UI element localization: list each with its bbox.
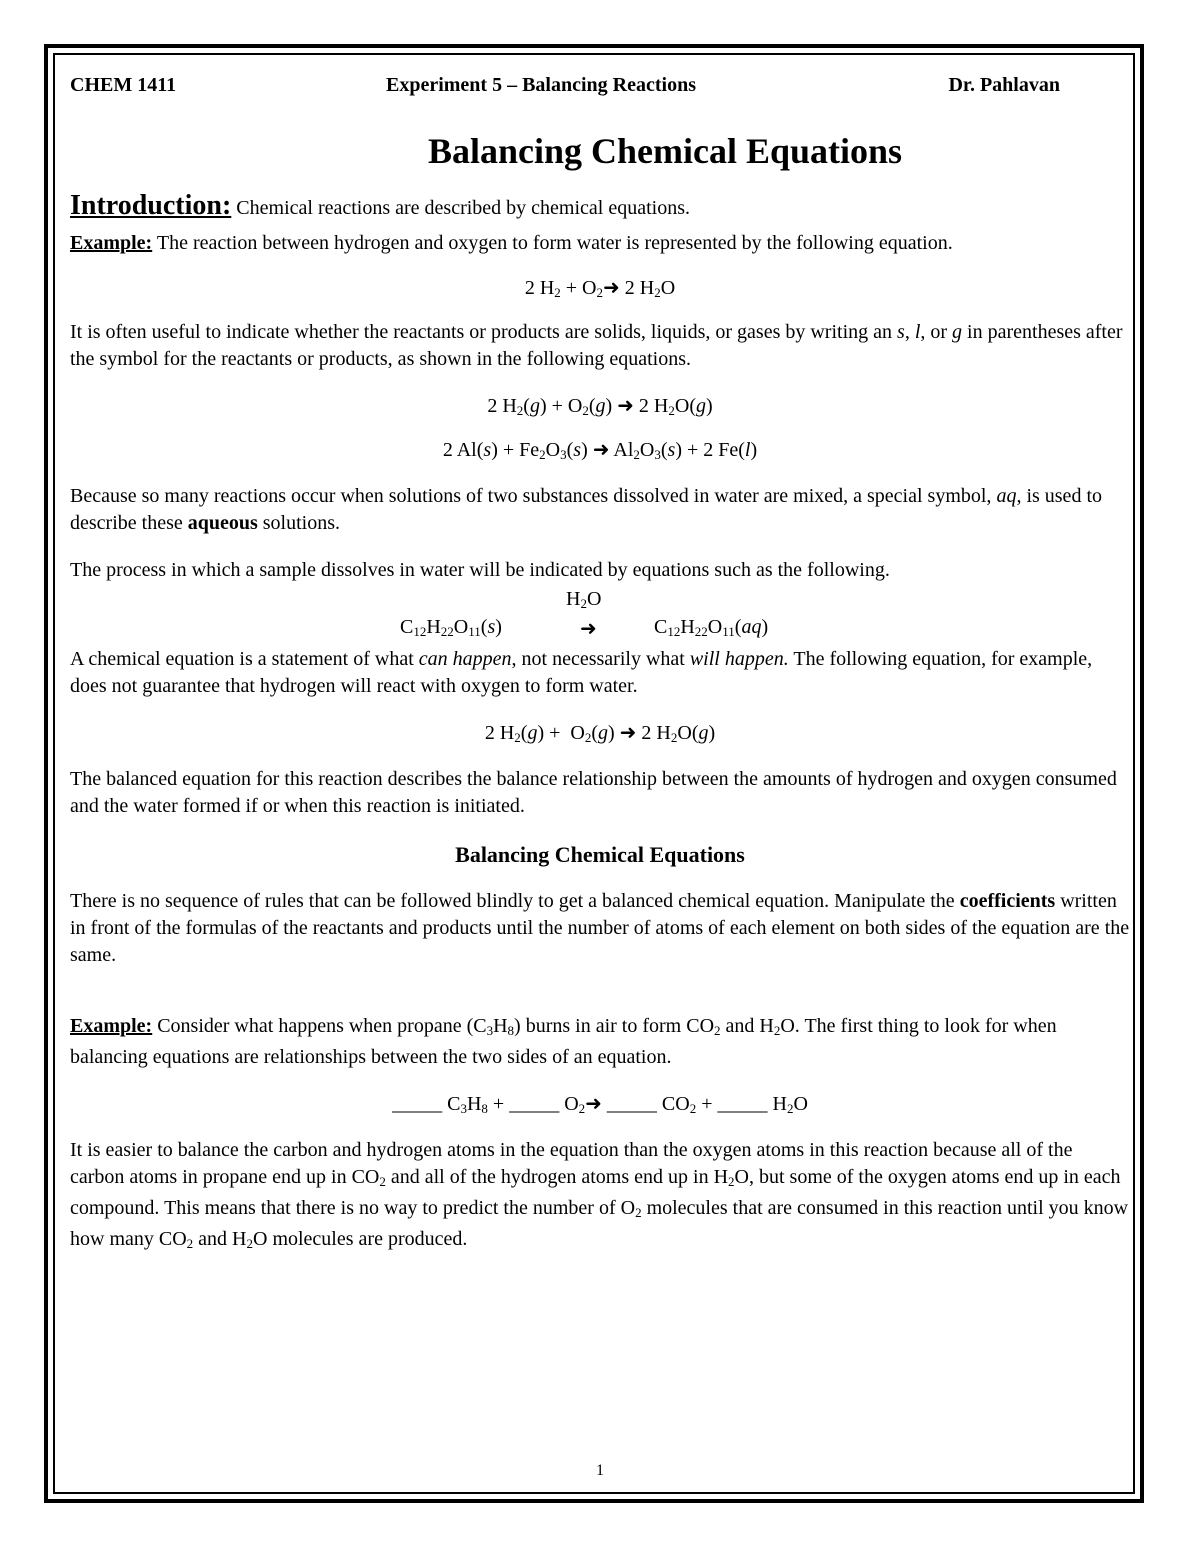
sucrose-solid: $C_{12}H_{22}O_{11}(s)$: [400, 616, 502, 639]
instructor-name: Dr. Pahlavan: [948, 74, 1060, 96]
intro-text: Chemical reactions are described by chemical equations.: [236, 197, 690, 219]
coefficients-bold: coefficients: [959, 890, 1056, 912]
coefficient-blank-oxygen[interactable]: _____: [509, 1093, 560, 1115]
state-g: g: [952, 321, 963, 343]
example-2-text-b: ) burns in air to form CO: [514, 1015, 715, 1037]
page-number: 1: [596, 1462, 604, 1479]
equation-water-states: 2 $H_2(g) + O_2(g)$ ➜ 2 $H_2O(g)$: [487, 395, 713, 418]
balanced-paragraph: The balanced equation for this reaction describes the balance relationship between the amounts of hydrogen and oxygen consumed and the water formed if or when this reaction is initiated.: [70, 768, 1117, 817]
states-paragraph: [70, 319, 1130, 373]
equation-propane-blank: _____ $C_3H_8$ + _____ $O_2➜$ _____ $CO_2$ + _____ $H_2O$: [392, 1093, 808, 1116]
example-1-label: Example:: [70, 232, 153, 254]
example-2-paragraph: Example: Consider what happens when propane $(C_3H_8)$ burns in air to form $CO_2$ and $H_2O$. The first thing to look for when balancing equations are relationships between the two sides of an equation.: [70, 1015, 1057, 1068]
page-header: [70, 72, 1130, 102]
final-text-c: O, but some of the oxygen atoms end up in each compound. This means that there is no way to predict the number of O: [70, 1166, 1121, 1219]
intro-paragraph: [70, 192, 1130, 222]
statement-paragraph: [70, 646, 1130, 700]
final-text-a: It is easier to balance the carbon and hydrogen atoms in the equation than the oxygen atoms in this reaction because all of the carbon atoms in propane end up in CO: [70, 1139, 1073, 1188]
statement-will: will happen.: [689, 648, 789, 670]
example-2-text-d: O. The first thing to look for when balancing equations are relationships between the two sides of an equation.: [70, 1015, 1057, 1068]
aq-symbol: aq: [996, 485, 1017, 507]
coefficient-blank-water[interactable]: _____: [717, 1093, 768, 1115]
example-1-paragraph: [70, 230, 1130, 257]
final-paragraph: It is easier to balance the carbon and hydrogen atoms in the equation than the oxygen atoms in this reaction because all of the carbon atoms in propane end up in $CO_2$ and all of the hydrogen atoms end up in $H_2O$, but some of the oxygen atoms end up in each compound. This means that there is no way to predict the number of $O_2$ molecules that are consumed in this reaction until you know how many $CO_2$ and $H_2O$ molecules are produced.: [70, 1139, 1129, 1251]
final-text-f: O molecules are produced.: [253, 1228, 468, 1250]
sucrose-aqueous: $C_{12}H_{22}O_{11}(aq)$: [654, 616, 769, 639]
dissolve-paragraph: The process in which a sample dissolves in water will be indicated by equations such as the following.: [70, 559, 890, 581]
equation-dissolve: [70, 588, 1130, 646]
document-body: [70, 72, 1130, 1257]
aqueous-text-a: Because so many reactions occur when solutions of two substances dissolved in water are mixed, a special symbol,: [70, 485, 997, 507]
states-text-a: It is often useful to indicate whether the reactants or products are solids, liquids, or gases by writing an: [70, 321, 898, 343]
states-comma: ,: [904, 321, 915, 343]
dissolve-arrow-icon: ➜: [580, 618, 597, 640]
state-s: s: [897, 321, 905, 343]
statement-text-a: A chemical equation is a statement of what: [70, 648, 419, 670]
example-2-text-a: Consider what happens when propane (C: [157, 1015, 487, 1037]
statement-can: can happen: [418, 648, 512, 670]
states-or: , or: [920, 321, 953, 343]
rules-text-b: written in front of the formulas of the reactants and products until the number of atoms of each element on both sides of the equation are the same.: [70, 890, 1130, 966]
final-text-b: and all of the hydrogen atoms end up in H: [385, 1166, 729, 1188]
example-2-label: Example:: [70, 1015, 153, 1037]
equation-water: 2 $H_2$ + $O_2➜$ 2 $H_2O$: [524, 277, 676, 300]
coefficient-blank-co2[interactable]: _____: [606, 1093, 657, 1115]
experiment-title: Experiment 5 – Balancing Reactions: [386, 74, 696, 96]
rules-paragraph: [70, 888, 1130, 969]
statement-text-c: The following equation, for example, does not guarantee that hydrogen will react with oxygen to form water.: [70, 648, 1093, 697]
intro-heading: Introduction:: [70, 190, 232, 221]
state-l: l: [914, 321, 921, 343]
equation-thermite: 2 $Al(s) + Fe_2O_3(s)$ ➜ $Al_2O_3(s) + 2$ Fe(l): [442, 439, 758, 462]
equation-water-repeat: 2 $H_2(g) + O_2(g)$ ➜ 2 $H_2O(g)$: [484, 722, 716, 745]
aqueous-bold: aqueous: [187, 512, 258, 534]
example-2-text-c: and H: [720, 1015, 774, 1037]
statement-text-b: , not necessarily what: [511, 648, 690, 670]
aqueous-text-b: , is used to describe these: [70, 485, 1102, 534]
coefficient-blank-propane[interactable]: _____: [392, 1093, 443, 1115]
states-text-b: in parentheses after the symbol for the reactants or products, as shown in the following equations.: [70, 321, 1123, 370]
page-title: Balancing Chemical Equations: [427, 131, 903, 171]
section-title: Balancing Chemical Equations: [455, 842, 745, 867]
aqueous-paragraph: [70, 483, 1130, 537]
final-text-e: and H: [193, 1228, 247, 1250]
solvent-label: $H_2O$: [566, 588, 602, 611]
final-text-d: molecules that are consumed in this reaction until you know how many CO: [70, 1197, 1129, 1250]
aqueous-text-c: solutions.: [257, 512, 341, 534]
example-1-text: The reaction between hydrogen and oxygen to form water is represented by the following equation.: [156, 232, 953, 254]
course-code: CHEM 1411: [70, 74, 177, 96]
rules-text-a: There is no sequence of rules that can be followed blindly to get a balanced chemical equation. Manipulate the: [70, 890, 960, 912]
